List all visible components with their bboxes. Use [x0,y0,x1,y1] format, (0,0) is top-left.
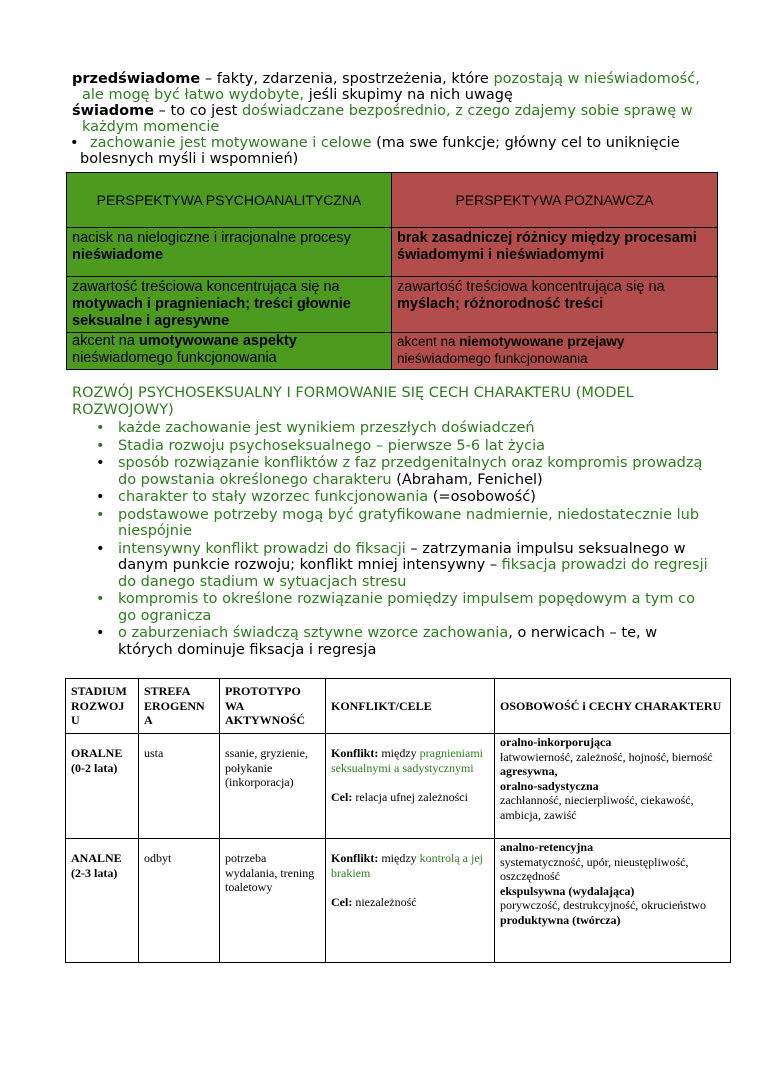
swiadome-definition-cont: każdym momencie [82,119,220,135]
stage-cell: ANALNE (2-3 lata) [66,839,139,963]
development-list [72,420,712,658]
list-item: • każde zachowanie jest wynikiem przeszłych doświadczeń [72,420,712,437]
psychoanalytic-cell: akcent na umotywowane aspekty nieświadomego funkcjonowania [67,333,392,370]
list-item: • sposób rozwiązanie konfliktów z faz przedgenitalnych oraz kompromis prowadzą do powstania określonego charakteru (Abraham, Fenichel) [72,455,712,488]
header-psychoanalytic: PERSPEKTYWA PSYCHOANALITYCZNA [67,173,392,228]
perspectives-row [67,277,718,333]
header-stage: STADIUM ROZWOJ U [66,679,139,734]
list-item: • intensywny konflikt prowadzi do fiksacji – zatrzymania impulsu seksualnego w danym punkcie rozwoju; konflikt mniej intensywny – fiksacja prowadzi do regresji do danego stadium w sytuacjach stresu [72,541,712,591]
personality-cell: oralno-inkorporująca łatwowierność, zależność, hojność, bierność agresywna, oralno-sadystyczna zachłanność, niecierpliwość, ciekawość, ambicja, zawiść [495,734,731,839]
header-zone: STREFA EROGENN A [139,679,220,734]
przedswiadome-definition: przedświadome – fakty, zdarzenia, spostrzeżenia, które pozostają w nieświadomość, [72,71,700,87]
list-item: • kompromis to określone rozwiązanie pomiędzy impulsem popędowym a tym co go ogranicza [72,591,712,624]
stages-table [65,678,731,963]
perspectives-table [66,172,718,370]
zone-cell: usta [139,734,220,839]
list-item: • charakter to stały wzorzec funkcjonowania (=osobowość) [72,489,712,506]
psychoanalytic-cell: zawartość treściowa koncentrująca się na motywach i pragnieniach; treści głownie seksualne i agresywne [67,277,392,333]
conflict-cell: Konflikt: między kontrolą a jej brakiem Cel: niezależność [326,839,495,963]
term-swiadome: świadome [72,103,155,119]
cognitive-cell: akcent na niemotywowane przejawy nieświadomego funkcjonowania [392,333,718,370]
psychoanalytic-cell: nacisk na nielogiczne i irracjonalne procesy nieświadome [67,228,392,277]
term-przedswiadome: przedświadome [72,71,201,87]
header-cognitive: PERSPEKTYWA POZNAWCZA [392,173,718,228]
list-item: • podstawowe potrzeby mogą być gratyfikowane nadmiernie, niedostatecznie lub niespójnie [72,507,712,540]
stages-header-row [66,679,731,734]
header-conflict: KONFLIKT/CELE [326,679,495,734]
perspectives-row [67,228,718,277]
cognitive-cell: zawartość treściowa koncentrująca się na myślach; różnorodność treści [392,277,718,333]
table-row [66,734,731,839]
activity-cell: ssanie, gryzienie, połykanie (inkorporacja) [220,734,326,839]
motivation-bullet-cont: bolesnych myśli i wspomnień) [80,151,299,167]
stage-cell: ORALNE (0-2 lata) [66,734,139,839]
swiadome-definition: świadome – to co jest doświadczane bezpośrednio, z czego zdajemy sobie sprawę w [72,103,693,119]
przedswiadome-definition-cont: ale mogę być łatwo wydobyte, jeśli skupimy na nich uwagę [82,87,513,103]
list-item: • o zaburzeniach świadczą sztywne wzorce zachowania, o nerwicach – te, w których dominuje fiksacja i regresja [72,625,712,658]
list-item: • Stadia rozwoju psychoseksualnego – pierwsze 5-6 lat życia [72,438,712,455]
development-section [72,385,712,659]
header-activity: PROTOTYPO WA AKTYWNOŚĆ [220,679,326,734]
cognitive-cell: brak zasadniczej różnicy między procesami świadomymi i nieświadomymi [392,228,718,277]
zone-cell: odbyt [139,839,220,963]
table-row [66,839,731,963]
header-personality: OSOBOWOŚĆ i CECHY CHARAKTERU [495,679,731,734]
personality-cell: analno-retencyjna systematyczność, upór, nieustępliwość, oszczędność ekspulsywna (wydalająca) porywczość, destrukcyjność, okrucieństwo produktywna (twórcza) [495,839,731,963]
motivation-bullet: • zachowanie jest motywowane i celowe (ma swe funkcje; główny cel to uniknięcie [72,135,712,151]
perspectives-row [67,333,718,370]
intro-section [72,71,712,167]
perspectives-header-row [67,173,718,228]
development-title: ROZWÓJ PSYCHOSEKSUALNY I FORMOWANIE SIĘ CECH CHARAKTERU (MODEL ROZWOJOWY) [72,385,634,418]
conflict-cell: Konflikt: między pragnieniami seksualnymi a sadystycznymi Cel: relacja ufnej zależności [326,734,495,839]
activity-cell: potrzeba wydalania, trening toaletowy [220,839,326,963]
